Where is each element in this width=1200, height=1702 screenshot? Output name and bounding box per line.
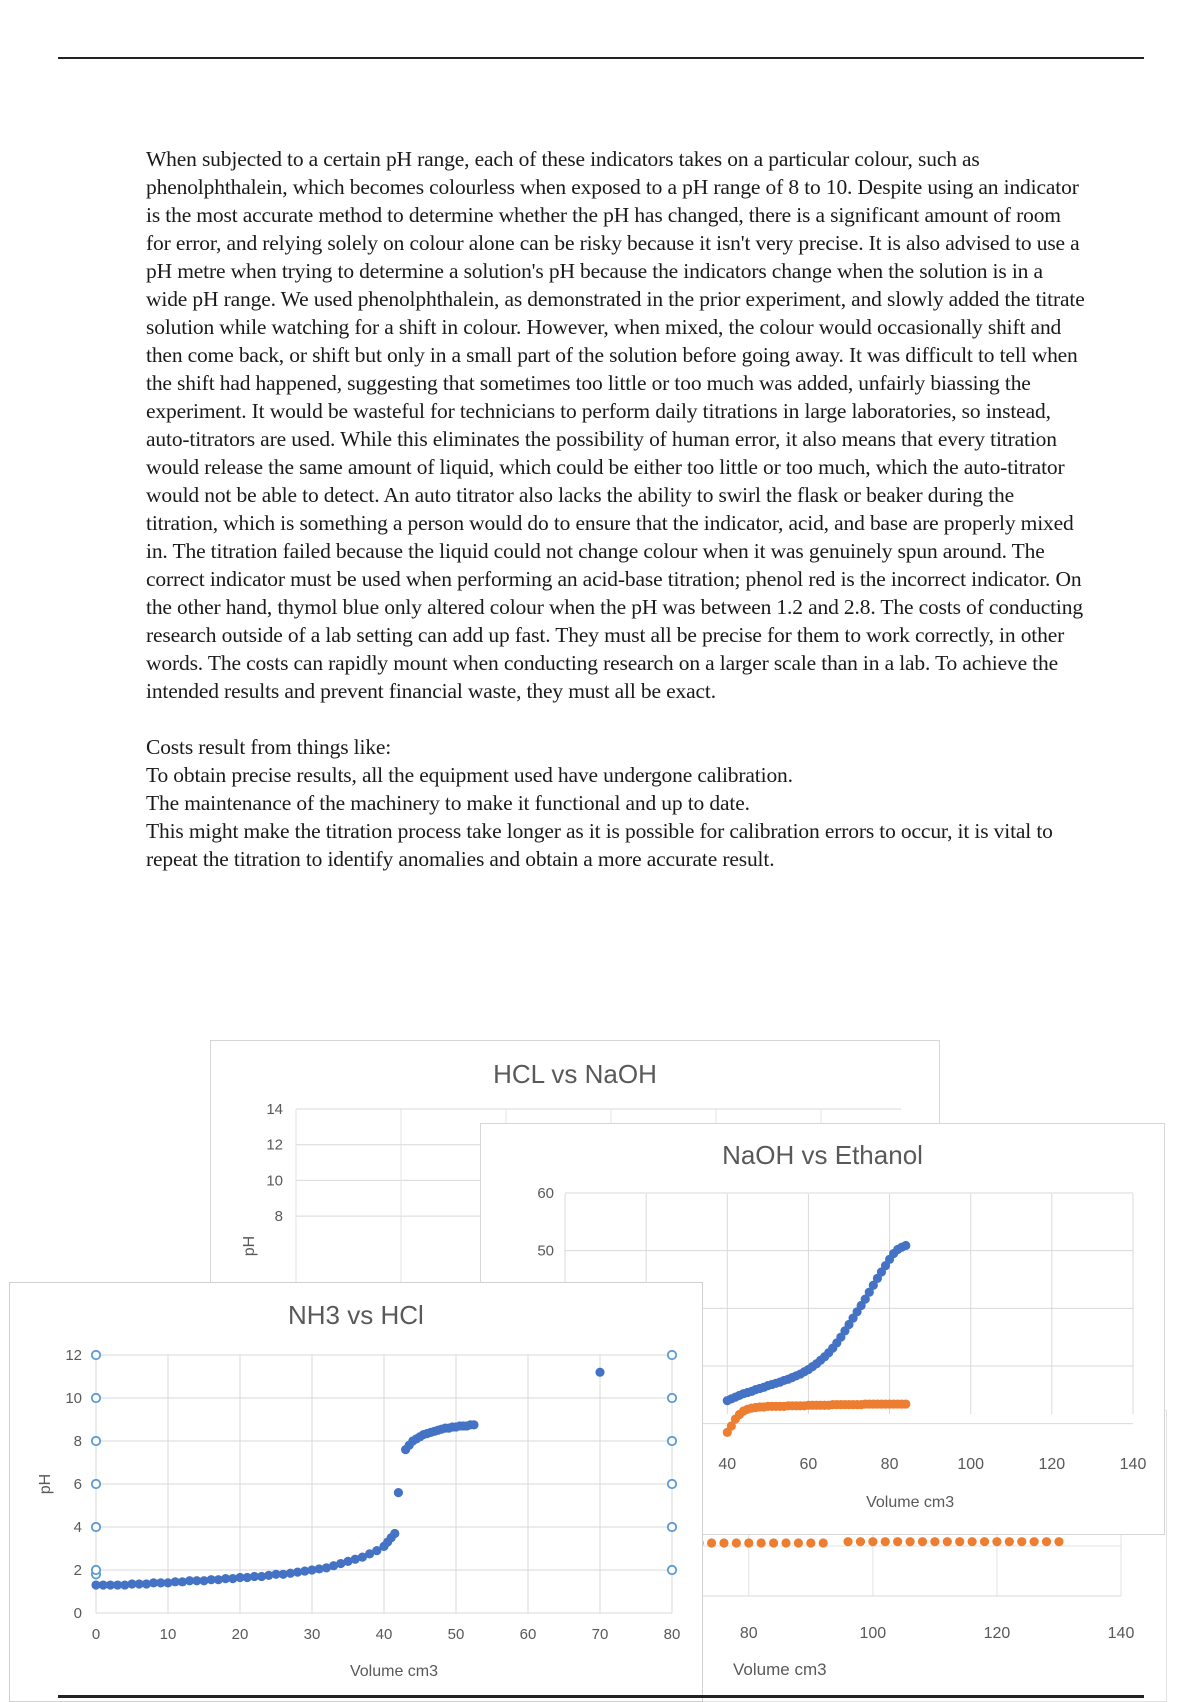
x-tick-label: 80 — [663, 1626, 681, 1643]
data-point — [856, 1537, 865, 1546]
data-point — [901, 1399, 910, 1408]
x-tick-label: 80 — [880, 1456, 899, 1473]
costs-line-3: This might make the titration process take longer as it is possible for calibration errors to occur, it is vital to repeat the titration to identify anomalies and obtain a more accurate result. — [146, 819, 1053, 871]
chart-nh3-title: NH3 vs HCl — [288, 1300, 424, 1330]
data-point — [1054, 1537, 1063, 1546]
data-point — [1005, 1537, 1014, 1546]
y-tick-label: 14 — [266, 1101, 283, 1118]
x-tick-label: 80 — [739, 1625, 758, 1642]
x-tick-label: 120 — [983, 1625, 1011, 1642]
y-tick-label: 8 — [274, 1208, 283, 1226]
data-point — [918, 1537, 927, 1546]
data-point — [732, 1538, 741, 1547]
x-tick-label: 20 — [231, 1626, 249, 1643]
data-point — [781, 1538, 790, 1547]
x-axis-label: Volume cm3 — [349, 1663, 439, 1680]
x-tick-label: 70 — [591, 1626, 609, 1643]
y-tick-label: 2 — [73, 1562, 82, 1579]
x-tick-label: 100 — [957, 1456, 985, 1473]
y-tick-label: 10 — [65, 1390, 82, 1407]
data-point — [806, 1538, 815, 1547]
data-point — [980, 1537, 989, 1546]
y-axis-label: pH — [37, 1473, 54, 1495]
data-point — [668, 1437, 676, 1445]
y-tick-label: 6 — [73, 1476, 82, 1493]
body-text — [146, 145, 1086, 873]
data-point — [394, 1488, 403, 1497]
y-tick-label: 8 — [73, 1433, 82, 1450]
x-tick-label: 140 — [1119, 1456, 1147, 1473]
x-tick-label: 10 — [159, 1626, 177, 1643]
x-tick-label: 60 — [519, 1626, 537, 1643]
data-point — [92, 1566, 100, 1574]
chart-ethanol-title: NaOH vs Ethanol — [722, 1140, 923, 1170]
y-tick-label: 10 — [266, 1172, 283, 1190]
data-point — [668, 1394, 676, 1402]
costs-line-2: The maintenance of the machinery to make it functional and up to date. — [146, 791, 750, 815]
x-tick-label: 100 — [859, 1625, 887, 1642]
data-point — [769, 1538, 778, 1547]
chart-nh3-hcl — [9, 1282, 703, 1702]
header-rule — [58, 57, 1144, 59]
data-point — [905, 1537, 914, 1546]
data-point — [92, 1394, 100, 1402]
data-point — [901, 1241, 910, 1250]
x-tick-label: 0 — [91, 1626, 101, 1643]
y-tick-label: 0 — [73, 1605, 82, 1622]
data-point — [92, 1351, 100, 1359]
data-point — [757, 1538, 766, 1547]
y-axis-label: pH — [241, 1235, 258, 1257]
data-point — [1017, 1537, 1026, 1546]
data-point — [92, 1437, 100, 1445]
x-tick-label: 140 — [1107, 1625, 1135, 1642]
x-tick-label: 30 — [303, 1626, 321, 1643]
data-point — [469, 1420, 478, 1429]
data-point — [92, 1480, 100, 1488]
data-point — [968, 1537, 977, 1546]
footer-rule — [58, 1695, 1144, 1698]
data-point — [1042, 1537, 1051, 1546]
chart-hcl-title: HCL vs NaOH — [493, 1059, 657, 1089]
data-point — [955, 1537, 964, 1546]
x-tick-label: 120 — [1038, 1456, 1066, 1473]
data-point — [668, 1523, 676, 1531]
data-point — [930, 1537, 939, 1546]
data-point — [881, 1537, 890, 1546]
data-point — [719, 1538, 728, 1547]
data-point — [992, 1537, 1001, 1546]
x-axis-label: Volume cm3 — [733, 1660, 827, 1679]
data-point — [1030, 1537, 1039, 1546]
data-point — [668, 1480, 676, 1488]
costs-line-1: To obtain precise results, all the equipment used have undergone calibration. — [146, 763, 793, 787]
data-point — [668, 1566, 676, 1574]
data-point — [943, 1537, 952, 1546]
x-tick-label: 60 — [799, 1456, 818, 1473]
main-paragraph: When subjected to a certain pH range, each of these indicators takes on a particular colour, such as phenolphthalein, which becomes colourless when exposed to a pH range of 8 to 10. Despite using an indicator is the most accurate method to determine whether the pH has changed, there is a significant amount of room for error, and relying solely on colour alone can be risky because it isn't very precise. It is also advised to use a pH metre when trying to determine a solution's pH because the indicators change when the solution is in a wide pH range. We used phenolphthalein, as demonstrated in the prior experiment, and slowly added the titrate solution while watching for a shift in colour. However, when mixed, the colour would occasionally shift and then come back, or shift but only in a small part of the solution before going away. It was difficult to tell when the shift had happened, suggesting that sometimes too little or too much was added, unfairly biassing the experiment. It would be wasteful for technicians to perform daily titrations in large laboratories, so instead, auto-titrators are used. While this eliminates the possibility of human error, it also means that every titration would release the same amount of liquid, which could be either too little or too much, which the auto-titrator would not be able to detect. An auto titrator also lacks the ability to swirl the flask or beaker during the titration, which is something a person would do to ensure that the indicator, acid, and base are properly mixed in. The titration failed because the liquid could not change colour when it was genuinely spun around. The correct indicator must be used when performing an acid-base titration; phenol red is the incorrect indicator. On the other hand, thymol blue only altered colour when the pH was between 1.2 and 2.8. The costs of conducting research outside of a lab setting can add up fast. They must all be precise for them to work correctly, in other words. The costs can rapidly mount when conducting research on a larger scale than in a lab. To achieve the intended results and prevent financial waste, they must all be exact. — [146, 147, 1085, 703]
data-point — [893, 1537, 902, 1546]
data-point — [794, 1538, 803, 1547]
data-point — [868, 1537, 877, 1546]
data-point — [668, 1351, 676, 1359]
x-tick-label: 50 — [447, 1626, 465, 1643]
y-tick-label: 60 — [537, 1185, 554, 1202]
chart-nh3-plot — [10, 1283, 702, 1701]
x-tick-label: 40 — [718, 1456, 737, 1473]
data-point — [595, 1368, 604, 1377]
costs-intro: Costs result from things like: — [146, 735, 392, 759]
y-tick-label: 50 — [537, 1242, 554, 1260]
data-point — [744, 1538, 753, 1547]
y-tick-label: 12 — [266, 1136, 283, 1154]
y-tick-label: 12 — [65, 1347, 82, 1364]
data-point — [707, 1538, 716, 1547]
data-point — [843, 1537, 852, 1546]
x-tick-label: 40 — [375, 1626, 393, 1643]
data-point — [92, 1523, 100, 1531]
data-point — [819, 1538, 828, 1547]
x-axis-label: Volume cm3 — [866, 1494, 955, 1511]
y-tick-label: 4 — [73, 1519, 82, 1536]
data-point — [390, 1529, 399, 1538]
